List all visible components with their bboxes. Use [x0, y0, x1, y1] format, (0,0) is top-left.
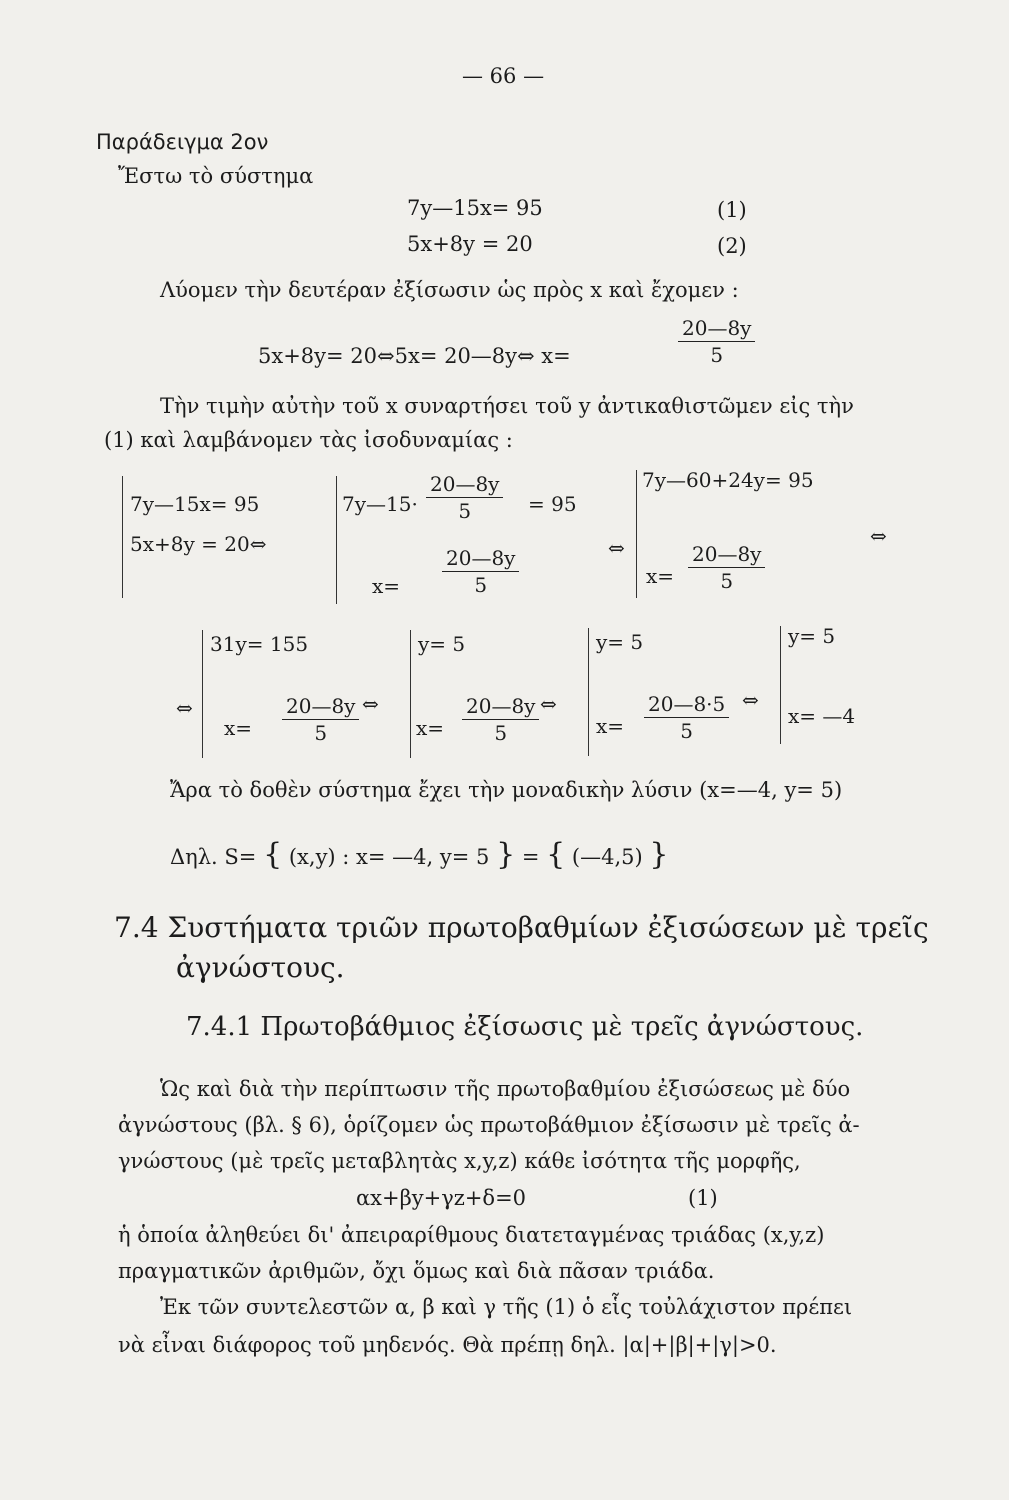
section-title-line-1: Συστήματα τριῶν πρωτοβαθμίων ἐξισώσεων μὲ τρεῖς: [167, 911, 929, 944]
fraction-denominator: 5: [720, 569, 734, 593]
step1-eq1: 7y—15x= 95: [130, 492, 260, 516]
system-brace: [588, 628, 589, 756]
step2-x-fraction: [442, 548, 519, 595]
row2-step3-fraction: [644, 694, 729, 741]
brace-close: }: [496, 837, 516, 872]
row2-step1-x: x=: [224, 716, 253, 740]
body-line-3: γνώστους (μὲ τρεῖς μεταβλητὰς x,y,z) κάθε ἰσότητα τῆς μορφῆς,: [118, 1149, 801, 1173]
solve-text: Λύομεν τὴν δευτέραν ἐξίσωσιν ὡς πρὸς x καὶ ἔχομεν :: [160, 278, 739, 302]
step3-eq1: 7y—60+24y= 95: [642, 468, 814, 492]
step2-eq1-fraction: [426, 474, 503, 521]
body-line-2: ἀγνώστους (βλ. § 6), ὁρίζομεν ὡς πρωτοβάθμιον ἐξίσωσιν μὲ τρεῖς ἀ-: [118, 1113, 860, 1137]
solve-fraction: [678, 318, 755, 365]
brace-open: {: [546, 837, 566, 872]
system-equation-2: 5x+8y = 20: [407, 232, 533, 256]
fraction-numerator: 20—8y: [426, 474, 503, 498]
solution-set-prefix: Δηλ. S=: [170, 845, 257, 869]
fraction-denominator: 5: [710, 343, 724, 367]
linear-equation-tag: (1): [688, 1186, 718, 1210]
row2-step2-eq1: y= 5: [418, 632, 466, 656]
body-line-5: πραγματικῶν ἀριθμῶν, ὄχι ὅμως καὶ διὰ πᾶσαν τριάδα.: [118, 1259, 715, 1283]
step3-x: x=: [646, 564, 675, 588]
row2-step3-eq1: y= 5: [596, 630, 644, 654]
equivalence-symbol: ⇔: [540, 692, 557, 716]
step2-eq1-right: = 95: [528, 492, 577, 516]
brace-close: }: [649, 837, 669, 872]
solution-set-line: [170, 837, 669, 872]
row2-step2-fraction: [462, 696, 539, 743]
substitution-line-1: Τὴν τιμὴν αὐτὴν τοῦ x συναρτήσει τοῦ y ἀντικαθιστῶμεν εἰς τὴν: [160, 394, 854, 418]
section-number: 7.4: [114, 911, 159, 944]
fraction-numerator: 20—8y: [688, 544, 765, 568]
section-heading: [114, 911, 929, 944]
solution-set-1: (x,y) : x= —4, y= 5: [288, 845, 490, 869]
brace-open: {: [263, 837, 283, 872]
row2-step1-eq1: 31y= 155: [210, 632, 309, 656]
fraction-denominator: 5: [494, 721, 508, 745]
system-brace: [202, 630, 203, 758]
step2-eq1-left: 7y—15·: [342, 492, 418, 516]
equivalence-symbol: ⇔: [176, 696, 193, 720]
fraction-numerator: 20—8·5: [644, 694, 729, 718]
system-brace: [410, 630, 411, 758]
system-brace: [336, 476, 337, 604]
fraction-numerator: 20—8y: [462, 696, 539, 720]
example-heading: Παράδειγμα 2ον: [96, 130, 269, 154]
subsection-number: 7.4.1: [186, 1012, 253, 1042]
step1-eq2: 5x+8y = 20⇔: [130, 532, 267, 556]
row2-step4-eq1: y= 5: [788, 624, 836, 648]
subsection-title: Πρωτοβάθμιος ἐξίσωσις μὲ τρεῖς ἀγνώστους.: [260, 1012, 864, 1042]
fraction-denominator: 5: [680, 719, 693, 743]
equivalence-symbol: ⇔: [362, 692, 379, 716]
fraction-numerator: 20—8y: [678, 318, 755, 342]
equivalence-symbol: ⇔: [742, 688, 759, 712]
fraction-denominator: 5: [314, 721, 328, 745]
equation-1-tag: (1): [717, 198, 747, 222]
equivalence-symbol: ⇔: [608, 536, 625, 560]
system-brace: [122, 476, 123, 598]
conclusion-line-1: Ἄρα τὸ δοθὲν σύστημα ἔχει τὴν μοναδικὴν λύσιν (x=—4, y= 5): [170, 778, 843, 802]
linear-equation: αx+βy+γz+δ=0: [356, 1186, 527, 1210]
fraction-denominator: 5: [458, 499, 472, 523]
system-equation-1: 7y—15x= 95: [407, 196, 543, 220]
step2-x: x=: [372, 574, 401, 598]
solution-set-2: (—4,5): [571, 845, 643, 869]
section-title-line-2: ἀγνώστους.: [176, 951, 345, 984]
body-line-4: ἡ ὁποία ἀληθεύει δι' ἀπειραρίθμους διατεταγμένας τριάδας (x,y,z): [118, 1223, 825, 1247]
substitution-line-2: (1) καὶ λαμβάνομεν τὰς ἰσοδυναμίας :: [104, 428, 513, 452]
solution-set-equals: =: [521, 845, 540, 869]
fraction-denominator: 5: [474, 573, 488, 597]
row2-step1-fraction: [282, 696, 359, 743]
equivalence-symbol: ⇔: [870, 524, 887, 548]
body-line-7: νὰ εἶναι διάφορος τοῦ μηδενός. Θὰ πρέπῃ δηλ. |α|+|β|+|γ|>0.: [118, 1333, 777, 1357]
row2-step2-x: x=: [416, 716, 445, 740]
body-line-6: Ἐκ τῶν συντελεστῶν α, β καὶ γ τῆς (1) ὁ εἷς τοὐλάχιστον πρέπει: [160, 1295, 853, 1319]
fraction-numerator: 20—8y: [282, 696, 359, 720]
system-brace: [780, 626, 781, 744]
page-number: — 66 —: [462, 64, 545, 88]
body-line-1: Ὡς καὶ διὰ τὴν περίπτωσιν τῆς πρωτοβαθμίου ἐξισώσεως μὲ δύο: [160, 1077, 851, 1101]
fraction-numerator: 20—8y: [442, 548, 519, 572]
subsection-heading: [186, 1014, 863, 1040]
example-intro: Ἔστω τὸ σύστημα: [118, 164, 314, 188]
row2-step3-x: x=: [596, 714, 625, 738]
solve-equation: 5x+8y= 20⇔5x= 20—8y⇔ x=: [258, 344, 571, 368]
step3-x-fraction: [688, 544, 765, 591]
row2-step4-x: x= —4: [788, 704, 856, 728]
equation-2-tag: (2): [717, 234, 747, 258]
system-brace: [636, 470, 637, 598]
